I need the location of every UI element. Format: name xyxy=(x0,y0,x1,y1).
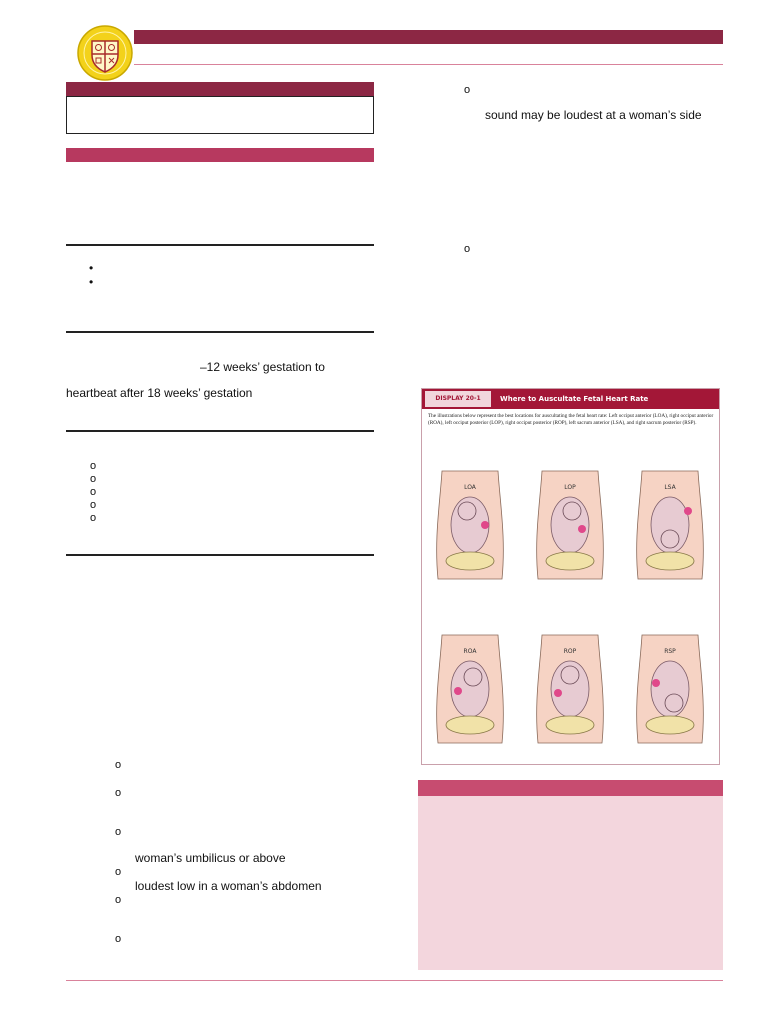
side-sound-text: sound may be loudest at a woman’s side xyxy=(485,108,702,122)
panel-rsp xyxy=(630,627,710,745)
panel-label: LSA xyxy=(664,484,676,491)
auscultation-point xyxy=(554,689,562,697)
header-rule xyxy=(134,64,723,65)
sub-bullet: o xyxy=(115,866,122,878)
auscultation-point xyxy=(684,507,692,515)
divider-rule xyxy=(66,244,374,246)
section-bar xyxy=(66,148,374,162)
title-bar xyxy=(66,82,374,96)
sub-bullet: o xyxy=(115,894,122,906)
sub-bullet: o xyxy=(464,84,471,96)
sub-bullet: o xyxy=(90,512,97,524)
panel-label: LOP xyxy=(564,484,576,491)
panel-label: ROP xyxy=(563,648,577,655)
auscultation-point xyxy=(481,521,489,529)
panel-lsa xyxy=(630,463,710,581)
divider-rule xyxy=(66,430,374,432)
gestation-text: –12 weeks’ gestation to xyxy=(200,360,325,374)
sub-bullet: o xyxy=(90,460,97,472)
panel-rop xyxy=(530,627,610,745)
panel-label: LOA xyxy=(464,484,476,491)
sub-bullet: o xyxy=(115,759,122,771)
sub-bullet: o xyxy=(90,473,97,485)
side-note-bar xyxy=(418,780,723,796)
panel-lop xyxy=(530,463,610,581)
panel-label: ROA xyxy=(463,648,477,655)
torso-illustration xyxy=(530,463,610,581)
panel-label: RSP xyxy=(664,648,676,655)
sub-bullet: o xyxy=(115,826,122,838)
header-bar xyxy=(134,30,723,44)
side-note-box xyxy=(418,780,723,970)
torso-illustration xyxy=(630,463,710,581)
panel-roa xyxy=(430,627,510,745)
fetal-heart-rate-figure xyxy=(421,388,720,765)
figure-caption: The illustrations below represent the best locations for auscultating the fetal heart rate: Left occiput anterior (LOA), right occiput anterior (ROA), left occiput posterior (LOP), right occiput posterior (ROP), left sacrum anterior (LSA), and right sacrum posterior (RSP). xyxy=(428,413,714,426)
bullet: • xyxy=(89,275,94,289)
sub-bullet: o xyxy=(464,243,471,255)
auscultation-point xyxy=(454,687,462,695)
heartbeat-text: heartbeat after 18 weeks’ gestation xyxy=(66,386,253,400)
figure-tag: DISPLAY 20-1 xyxy=(425,391,491,407)
torso-illustration xyxy=(430,463,510,581)
sub-bullet: o xyxy=(115,933,122,945)
sub-bullet: o xyxy=(90,499,97,511)
auscultation-point xyxy=(652,679,660,687)
torso-illustration xyxy=(630,627,710,745)
divider-rule xyxy=(66,331,374,333)
bullet: • xyxy=(89,261,94,275)
loudest-low-text: loudest low in a woman’s abdomen xyxy=(135,879,322,893)
title-box xyxy=(66,96,374,134)
torso-illustration xyxy=(430,627,510,745)
umbilicus-text: woman’s umbilicus or above xyxy=(135,851,286,865)
footer-rule xyxy=(66,980,723,981)
torso-illustration xyxy=(530,627,610,745)
sub-bullet: o xyxy=(90,486,97,498)
figure-title: Where to Auscultate Fetal Heart Rate xyxy=(500,395,649,403)
school-seal-logo xyxy=(76,24,134,82)
auscultation-point xyxy=(578,525,586,533)
sub-bullet: o xyxy=(115,787,122,799)
divider-rule xyxy=(66,554,374,556)
figure-header xyxy=(422,389,719,409)
panel-loa xyxy=(430,463,510,581)
